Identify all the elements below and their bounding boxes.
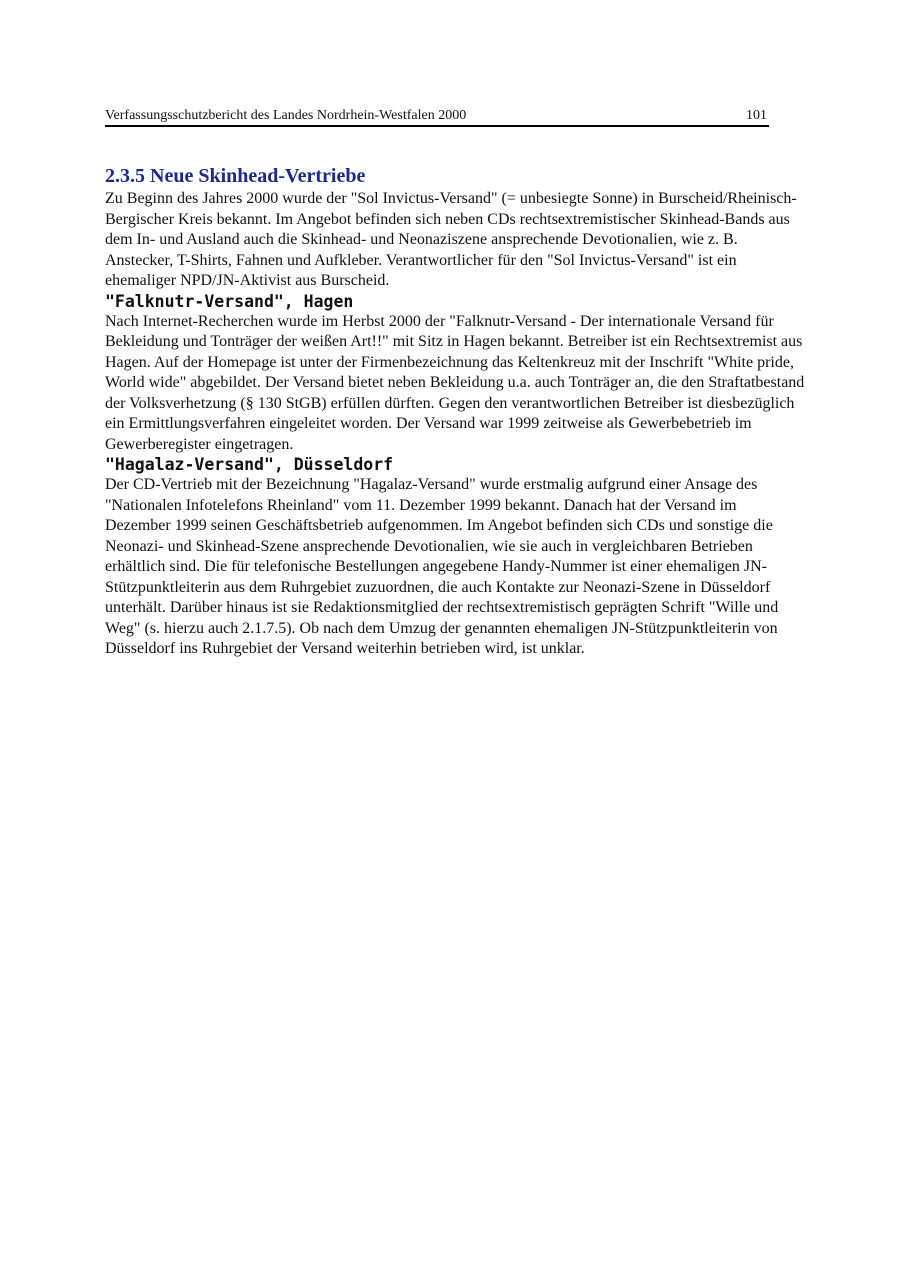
running-header xyxy=(105,107,769,127)
section-intro-paragraph: Zu Beginn des Jahres 2000 wurde der "Sol Invictus-Versand" (= unbesiegte Sonne) in Burscheid/Rheinisch-Bergischer Kreis bekannt. Im Angebot befinden sich neben CDs rechtsextremistischer Skinhead-Bands aus dem In- und Ausland auch die Skinhead- und Neonaziszene ansprechende Devotionalien, wie z. B. Anstecker, T-Shirts, Fahnen und Aufkleber. Verantwortlicher für den "Sol Invictus-Versand" ist ein ehemaliger NPD/JN-Aktivist aus Burscheid. xyxy=(105,190,797,289)
subsection-heading-falknutr: "Falknutr-Versand", Hagen xyxy=(105,291,354,311)
page-number: 101 xyxy=(746,108,767,123)
subsection-paragraph-falknutr: Nach Internet-Recherchen wurde im Herbst 2000 der "Falknutr-Versand - Der internationale Versand für Bekleidung und Tonträger der weißen Art!!" mit Sitz in Hagen bekannt. Betreiber ist ein Rechtsextremist aus Hagen. Auf der Homepage ist unter der Firmenbezeichnung das Keltenkreuz mit der Inschrift "White pride, World wide" abgebildet. Der Versand bietet neben Bekleidung u.a. auch Tonträger an, die den Straftatbestand der Volksverhetzung (§ 130 StGB) erfüllen dürften. Gegen den verantwortlichen Betreiber ist diesbezüglich ein Ermittlungsverfahren eingeleitet worden. Der Versand war 1999 zeitweise als Gewerbebetrieb im Gewerberegister eingetragen. xyxy=(105,312,805,453)
header-title: Verfassungsschutzbericht des Landes Nordrhein-Westfalen 2000 xyxy=(105,108,467,123)
page-content xyxy=(105,163,805,660)
subsection-heading-hagalaz: "Hagalaz-Versand", Düsseldorf xyxy=(105,455,394,474)
subsection-paragraph-hagalaz: Der CD-Vertrieb mit der Bezeichnung "Hagalaz-Versand" wurde erstmalig aufgrund einer Ansage des "Nationalen Infotelefons Rheinland" vom 11. Dezember 1999 bekannt. Danach hat der Versand im Dezember 1999 seinen Geschäftsbetrieb aufgenommen. Im Angebot befinden sich CDs und sonstige die Neonazi- und Skinhead-Szene ansprechende Devotionalien, wie sie auch in vergleichbaren Betrieben erhältlich sind. Die für telefonische Bestellungen angegebene Handy-Nummer ist einer ehemaligen JN-Stützpunktleiterin aus dem Ruhrgebiet zuzuordnen, die auch Kontakte zur Neonazi-Szene in Düsseldorf unterhält. Darüber hinaus ist sie Redaktionsmitglied der rechtsextremistisch geprägten Schrift "Wille und Weg" (s. hierzu auch 2.1.7.5). Ob nach dem Umzug der genannten ehemaligen JN-Stützpunktleiterin von Düsseldorf ins Ruhrgebiet der Versand weiterhin betrieben wird, ist unklar. xyxy=(105,476,779,657)
section-heading: 2.3.5 Neue Skinhead-Vertriebe xyxy=(105,165,366,187)
